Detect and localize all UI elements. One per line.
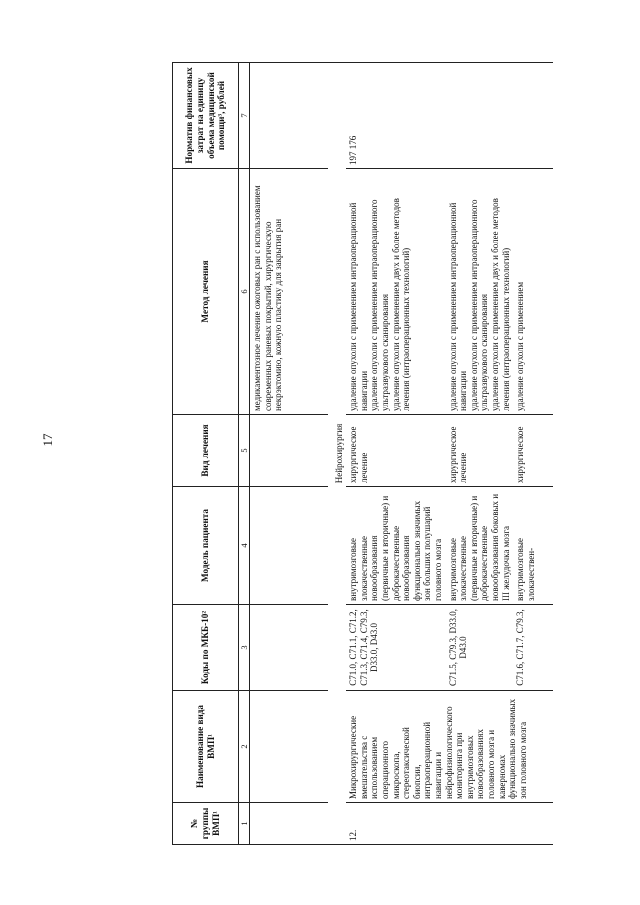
header-vmp-name: Наименование вида ВМП¹ [173,691,239,803]
section-row [328,63,347,845]
header-patient-model: Модель пациента [173,487,239,605]
col-num-2: 2 [239,691,250,803]
header-treatment-type: Вид лечения [173,415,239,487]
row-3-methods [513,169,553,415]
row-3-model: внутримозговые злокачествен- [513,487,553,605]
header-treatment-method: Метод лечения [173,169,239,415]
section-title: Нейрохирургия [328,63,347,845]
row-1-codes: C71.0, C71.1, C71.2, C71.3, C71.4, C79.3, D33.0, D43.0 [346,605,445,691]
row-3-codes: C71.6, C71.7, C79.3, [513,605,553,691]
page-number: 17 [40,433,55,447]
header-norm: Норматив финансовых затрат на единицу объема медицинской помощи³, рублей [173,63,239,169]
row-1-method-1: удаление опухоли с применением интраоперационной навигации [348,202,369,411]
row-2-method-2: удаление опухоли с применением интраоперационного ультразвукового сканирования [468,199,490,411]
row-2-methods [446,169,514,415]
group-norm: 197 176 [346,63,553,169]
col-num-1: 1 [239,803,250,845]
row-1-methods [346,169,445,415]
carry-over-method: медикаментозное лечение ожоговых ран с использованием современных раневых покрытий, хирургическую некрэктомию, кожную пластику для закрытия ран [250,169,328,415]
column-number-row [239,63,250,845]
table-row [346,63,445,845]
col-num-6: 6 [239,169,250,415]
rotated-table-container [172,63,620,845]
col-num-5: 5 [239,415,250,487]
col-num-3: 3 [239,605,250,691]
row-2-method-3: удаление опухоли с применением двух и более методов лечения (интраоперационных технологий) [490,198,511,411]
row-1-model: внутримозговые злокачественные новообразования (первичные и вторичные) и доброкачественные новообразования функционально значимых зон больших полушарий головного мозга [346,487,445,605]
row-1-method-3: удаление опухоли с применением двух и более методов лечения (интраоперационных технологий) [390,198,412,411]
header-icd-codes: Коды по МКБ-10² [173,605,239,691]
col-num-4: 4 [239,487,250,605]
row-2-model: внутримозговые злокачественные (первичные и вторичные) и доброкачественные новообразования боковых и III желудочка мозга [446,487,514,605]
row-2-treatment: хирургическое лечение [446,415,514,487]
header-group-number: № группы ВМП¹ [173,803,239,845]
header-row [173,63,239,845]
row-3-treatment: хирургическое [513,415,553,487]
row-3-method-1: удаление опухоли с применением [515,281,526,411]
row-2-codes: C71.5, C79.3, D33.0, D43.0 [446,605,514,691]
row-2-method-1: удаление опухоли с применением интраоперационной навигации [447,202,469,411]
col-num-7: 7 [239,63,250,169]
carry-over-row [250,63,328,845]
vmp-table [172,62,553,845]
row-1-method-2: удаление опухоли с применением интраоперационного ультразвукового сканирования [369,199,390,411]
group-name: Микрохирургические вмешательства с использованием операционного микроскопа, стереотаксической биопсии, интраоперационной навигации и нейрофизиологического мониторинга при внутримозговых новообразованиях головного мозга и каверномах функционально значимых зон головного мозга [346,691,553,803]
group-number: 12. [346,803,553,845]
row-1-treatment: хирургическое лечение [346,415,445,487]
